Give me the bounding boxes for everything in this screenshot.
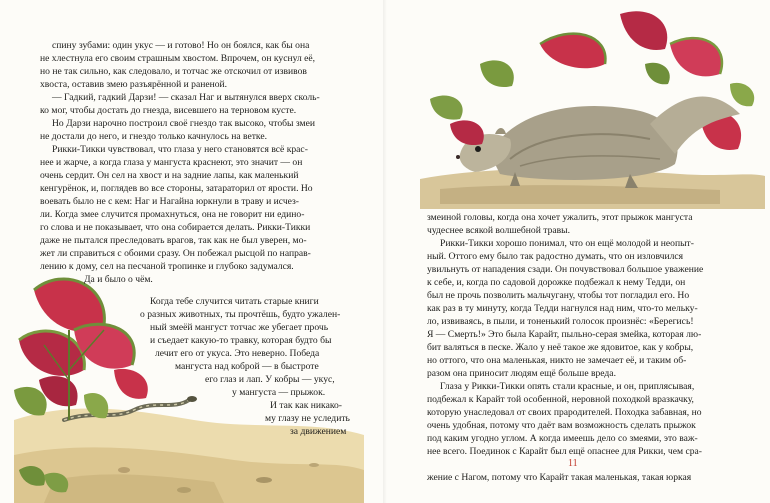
- text-line: жение с Нагом, потому что Карайт такая маленькая, такая юркая: [427, 472, 692, 483]
- text-line: лению к дому, сел на песчаной тропинке и глубоко задумался.: [40, 261, 294, 272]
- right-illustration: [420, 4, 765, 209]
- text-line: хвоста, оставив змею разъярённой и раненой.: [40, 79, 228, 90]
- text-line: о разных животных, ты прочтёшь, будто ужален-: [140, 309, 341, 320]
- text-line: воевать было не с кем: Наг и Нагайна юркнули в траву и исчез-: [40, 196, 300, 207]
- text-line: жет ли справиться с обоими сразу. Он побежал рысцой по направ-: [40, 248, 311, 259]
- text-line: разом она приносит людям ещё больше вреда.: [427, 368, 616, 379]
- text-line: но оттого, что она маленькая, никто не замечает её, и таким об-: [427, 355, 687, 366]
- text-line: лечит его от укуса. Это неверно. Победа: [155, 348, 320, 359]
- text-line: под каким угодно углом. А когда имеешь дело со змеями, это важ-: [427, 433, 698, 444]
- text-line: мангуста над коброй — в быстроте: [175, 361, 319, 372]
- text-line: у мангуста — прыжок.: [232, 387, 326, 398]
- text-line: ко мог, чтобы достать до гнезда, висевшего на терновом кусте.: [40, 105, 297, 116]
- mongoose-illustration: [420, 4, 765, 209]
- text-line: нее всего. Поединок с Карайт был ещё опаснее для Рикки, чем сра-: [427, 446, 702, 457]
- text-line: бит валяться в песке. Жало у неё такое же ядовитое, как у кобры,: [427, 342, 694, 353]
- text-line: Я — Смерть!» Это была Карайт, пыльно-серая змейка, которая лю-: [427, 329, 702, 340]
- text-line: даже не пытался преследовать врагов, так как не был уверен, мо-: [40, 235, 307, 246]
- text-line: Да и было о чём.: [84, 274, 153, 285]
- text-line: И так как никако-: [270, 400, 342, 411]
- text-line: и съедает какую-то травку, которая будто бы: [150, 335, 332, 346]
- text-line: змеиной головы, когда она хочет ужалить, этот прыжок мангуста: [427, 212, 693, 223]
- text-line: Но Дарзи нарочно построил своё гнездо так высоко, чтобы змеи: [52, 118, 315, 129]
- text-line: го слова и не показывает, что она собирается делать. Рикки-Тикки: [40, 222, 311, 233]
- text-line: не достали до него, и гнездо только качнулось на ветке.: [40, 131, 268, 142]
- text-line: к себе, и, когда по садовой дорожке подбежал к нему Тедди, он: [427, 277, 686, 288]
- text-line: спину зубами: один укус — и готово! Но он боялся, как бы она: [52, 40, 310, 51]
- text-line: его глаз и лап. У кобры — укус,: [205, 374, 335, 385]
- text-line: кенгурёнок, и, поглядев во все стороны, затараторил от ярости. Но: [40, 183, 313, 194]
- text-line: но не так сильно, как следовало, и тотчас же отскочил от извивов: [40, 66, 307, 77]
- text-line: чудеснее всякой волшебной травы.: [427, 225, 571, 236]
- text-line: — Гадкий, гадкий Дарзи! — сказал Наг и вытянулся вверх сколь-: [52, 92, 320, 103]
- coleus-plant: [14, 279, 148, 420]
- text-line: Когда тебе случится читать старые книги: [150, 296, 319, 307]
- text-line: Рикки-Тикки чувствовал, что глаза у него становятся всё крас-: [52, 144, 308, 155]
- text-line: му глазу не уследить: [265, 413, 350, 424]
- text-line: как раз в ту минуту, когда Тедди нагнулся над ним, что-то мельку-: [427, 303, 698, 314]
- page-number: 11: [568, 458, 578, 469]
- text-line: Глаза у Рикки-Тикки опять стали красные, и он, приплясывая,: [440, 381, 695, 392]
- text-line: за движением: [290, 426, 347, 437]
- text-line: нее и жарче, а когда глаза у мангуста краснеют, это значит — он: [40, 157, 303, 168]
- text-line: очень сердит. Он сел на хвост и на задние лапы, как маленький: [40, 170, 299, 181]
- text-line: был не прочь позволить мальчугану, чтобы тот погладил его. Но: [427, 290, 690, 301]
- text-line: увильнуть от нападения сзади. Он почувствовал большое уважение: [427, 264, 704, 275]
- text-line: очень удобная, потому что даёт вам возможность сделать прыжок: [427, 420, 696, 431]
- text-line: которую унаследовал от своих прародителей. Походка забавная, но: [427, 407, 702, 418]
- text-line: Рикки-Тикки хорошо понимал, что он ещё молодой и неопыт-: [440, 238, 694, 249]
- text-line: ный. Оттого ему было так радостно думать, что он изловчился: [427, 251, 684, 262]
- text-line: не хлестнула его своим страшным хвостом. Впрочем, он куснул её,: [40, 53, 316, 64]
- text-line: ло, извиваясь, в пыли, и тоненький голосок произнёс: «Берегись!: [427, 316, 694, 327]
- text-line: ный змеёй мангуст тотчас же убегает прочь: [150, 322, 329, 333]
- text-line: подбежал к Карайт той особенной, неровной походкой вразкачку,: [427, 394, 694, 405]
- text-line: ли. Когда змее случится промахнуться, она не говорит ни едино-: [40, 209, 305, 220]
